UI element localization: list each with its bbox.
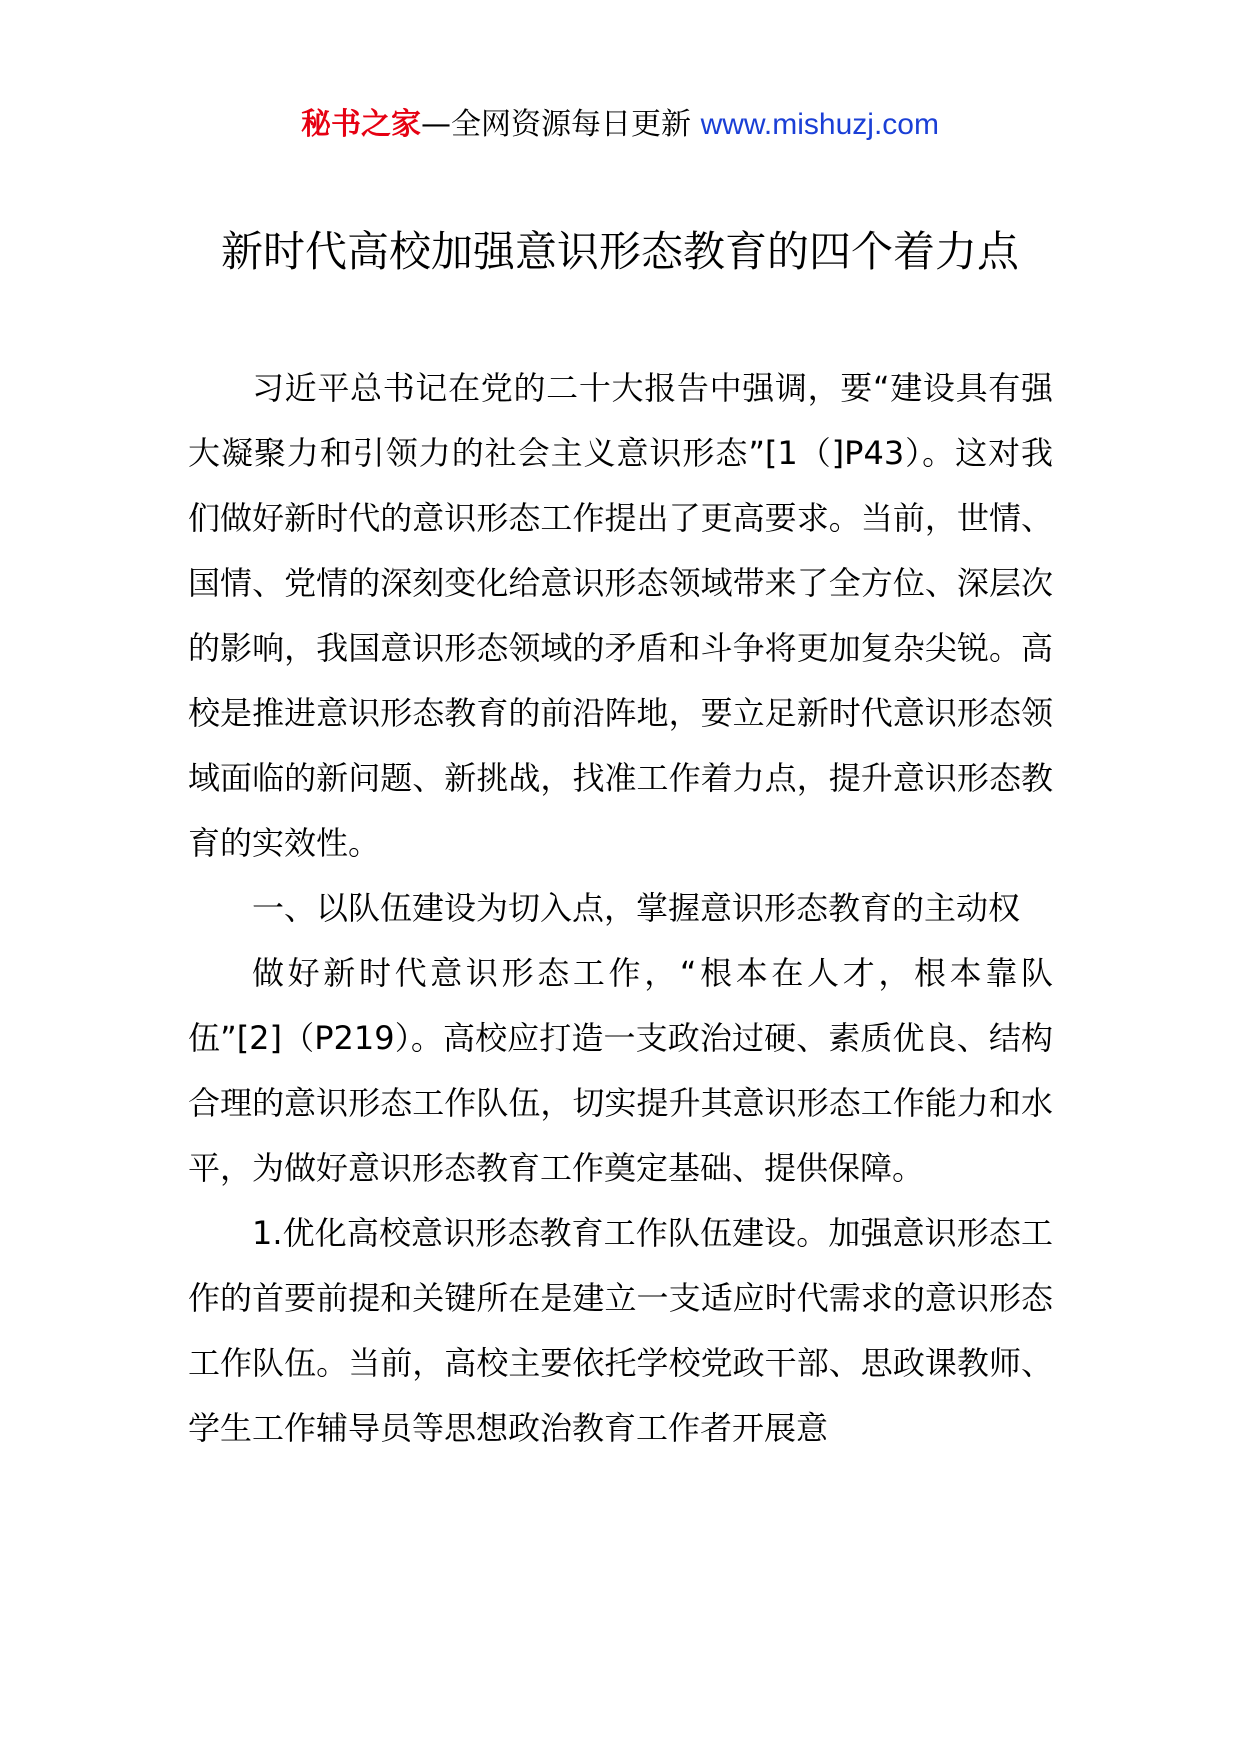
site-slogan: —全网资源每日更新 [421, 107, 701, 142]
section-paragraph: 做好新时代意识形态工作，“根本在人才，根本靠队伍”[2]（P219）。高校应打造一支政治过硬、素质优良、结构合理的意识形态工作队伍，切实提升其意识形态工作能力和水平，为做好意识形态教育工作奠定基础、提供保障。 [188, 954, 1053, 1187]
site-header [0, 100, 1240, 150]
document-body [188, 356, 1053, 1461]
site-url-link[interactable]: www.mishuzj.com [700, 108, 939, 141]
subsection-paragraph-1: 1.优化高校意识形态教育工作队伍建设。加强意识形态工作的首要前提和关键所在是建立一支适应时代需求的意识形态工作队伍。当前，高校主要依托学校党政干部、思政课教师、学生工作辅导员等思想政治教育工作者开展意 [188, 1214, 1053, 1447]
brand-name: 秘书之家 [301, 107, 422, 142]
intro-paragraph: 习近平总书记在党的二十大报告中强调，要“建设具有强大凝聚力和引领力的社会主义意识形态”[1（]P43）。这对我们做好新时代的意识形态工作提出了更高要求。当前，世情、国情、党情的深刻变化给意识形态领域带来了全方位、深层次的影响，我国意识形态领域的矛盾和斗争将更加复杂尖锐。高校是推进意识形态教育的前沿阵地，要立足新时代意识形态领域面临的新问题、新挑战，找准工作着力点，提升意识形态教育的实效性。 [188, 369, 1053, 862]
document-title: 新时代高校加强意识形态教育的四个着力点 [220, 227, 1019, 276]
section-heading-1: 一、以队伍建设为切入点，掌握意识形态教育的主动权 [252, 889, 1021, 927]
